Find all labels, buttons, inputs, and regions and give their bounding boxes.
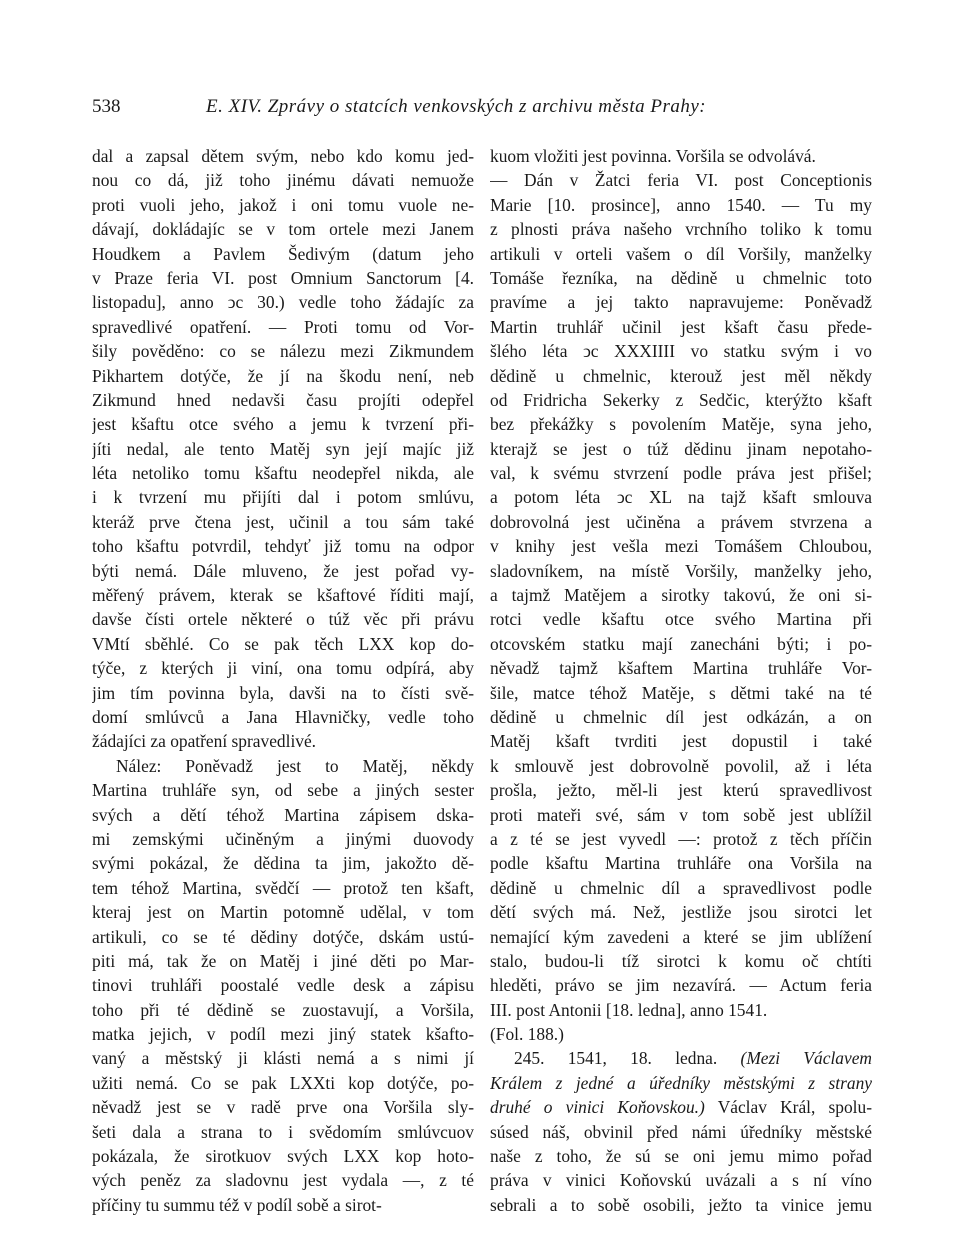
text-line: a z té se jest vyvedl —: protož z těch příčin	[490, 828, 872, 849]
text-line: šily pověděno: co se nálezu mezi Zikmundem	[92, 341, 474, 362]
text-line: prošla, ježto, měl-li jest kterú spravedlivost	[490, 780, 872, 801]
text-line: užiti nemá. Co se pak LXXti kop dotýče, po-	[92, 1072, 474, 1093]
text-line: stalo, budou-li tíž sirotci k komu oč chtíti	[490, 950, 872, 971]
text-line: otcovském statku mají zanecháni býti; i po-	[490, 633, 872, 654]
text-line: práva v vinici Koňovskú uvázali a s ní víno	[490, 1170, 872, 1191]
text-line: býti nemá. Dále mluveno, že jest pořad vy-	[92, 560, 474, 581]
text-line: toho kšaftu potvrdil, tehdyť již tomu na odpor	[92, 536, 474, 557]
text-line: něvadž tajmž kšaftem Martina truhláře Vor-	[490, 658, 872, 679]
text-line: Marie [10. prosince], anno 1540. — Tu my	[490, 194, 872, 215]
text-line: matka jejich, v podíl mezi jiný statek kšafto-	[92, 1024, 474, 1045]
text-line: jest kšaftu otce svého a jemu k tvrzení při-	[92, 414, 474, 435]
text-line: šile, matce téhož Matěje, s dětmi také na té	[490, 682, 872, 703]
running-head: E. XIV. Zprávy o statcích venkovských z archivu města Prahy:	[206, 96, 707, 117]
text-line: artikuli v orteli vašem o díl Voršily, manželky	[490, 243, 872, 264]
text-line: dobrovolná jest učiněna a právem stvrzena a	[490, 511, 872, 532]
left-column	[92, 144, 474, 1217]
text-line: z plnosti práva našeho vrchního toliko k tomu	[490, 219, 872, 240]
text-line: domí smlúvců a Jana Hlavničky, vedle toho	[92, 706, 474, 727]
text-line: měřený právem, kterak se kšaftové říditi mají,	[92, 585, 474, 606]
text-line: týče, z kterých ji viní, ona tomu odpírá, aby	[92, 658, 474, 679]
page-header	[92, 96, 882, 126]
text-line: (Fol. 188.)	[490, 1024, 564, 1045]
entry-body-start: Václav Král, spolu-	[717, 1097, 872, 1118]
text-line: dětí svých má. Než, jestliže jsou sirotci let	[490, 902, 872, 923]
text-line: VMtí sběhlé. Co se pak těch LXX kop do-	[92, 633, 474, 654]
text-line: Martin truhlář učinil jest kšaft času přede-	[490, 316, 872, 337]
entry-number: 245. 1541, 18. ledna.	[514, 1048, 718, 1069]
text-line: bez překážky s povolením Matěje, syna jeho,	[490, 414, 872, 435]
text-line: a potom léta ↄc XL na tajž kšaft smlouva	[490, 487, 872, 508]
text-line: v Praze feria VI. post Omnium Sanctorum [4.	[92, 267, 474, 288]
text-line: spravedlivé opatření. — Proti tomu od Vor-	[92, 316, 474, 337]
text-line: proti mateři své, sám v tom sobě jest ublížil	[490, 804, 872, 825]
text-line: Nález: Poněvadž jest to Matěj, někdy	[116, 755, 474, 776]
text-line: Matěj kšaft tvrditi jest dopustil i také	[490, 731, 872, 752]
text-line: hleděti, právo se jim nezavírá. — Actum feria	[490, 975, 872, 996]
text-line: súsed náš, obvinil před námi úředníky městské	[490, 1121, 872, 1142]
text-line: pravíme a jej takto napravujeme: Poněvadž	[490, 292, 872, 313]
text-line: tinovi truhláři poostalé vedle desk a zápisu	[92, 975, 474, 996]
text-line: vých peněz za sladovnu jest vydala —, z té	[92, 1170, 474, 1191]
right-column	[490, 144, 872, 1217]
entry-title-part: druhé o vinici Koňovskou.)	[490, 1097, 705, 1118]
text-line: něvadž jest se v radě prve ona Voršila sly-	[92, 1097, 474, 1118]
text-line: vaný a městský ji klásti nemá a s nimi jí	[92, 1048, 474, 1069]
text-line: davše čísti ortele některé o túž věc při právu	[92, 609, 474, 630]
text-line: dědině u chmelnic, kterouž jest měl někdy	[490, 365, 872, 386]
text-line: žádajíci za opatření spravedlivé.	[92, 731, 317, 752]
text-line: nou co dá, již toho jinému dávati nemuože	[92, 170, 474, 191]
text-line: Tomáše řezníka, na dědině u chmelnic toto	[490, 267, 872, 288]
text-line: toho při té dědině se zuostavují, a Voršila,	[92, 999, 474, 1020]
text-line: nemající kým zavedeni a které se jim ublížení	[490, 926, 872, 947]
text-line: v knihy jest vešla mezi Tomášem Chloubou,	[490, 536, 872, 557]
entry-title-part: (Mezi Václavem	[740, 1048, 872, 1069]
text-line: podle kšaftu Martina truhláře ona Voršila na	[490, 853, 872, 874]
text-line: piti má, tak že on Matěj i jiné děti po Mar-	[92, 950, 474, 971]
text-line: kteraj jest on Martin potomně udělal, v tom	[92, 902, 474, 923]
text-line: Pikhartem dotýče, že jí na škodu není, neb	[92, 365, 474, 386]
text-line: dědině u chmelnic díl jest odkázán, a on	[490, 706, 872, 727]
text-line: III. post Antonii [18. ledna], anno 1541.	[490, 999, 768, 1020]
text-line: svých a dětí téhož Martina zápisem dska-	[92, 804, 474, 825]
text-line: léta netoliko tomu kšaftu neodepřel nikda, ale	[92, 463, 474, 484]
text-line: a tajmž Matějem a sirotky takovú, že oni si-	[490, 585, 872, 606]
text-line: příčiny tu summu též v podíl sobě a sirot-	[92, 1194, 382, 1215]
text-line: od Fridricha Sekerky z Sedčic, kterýžto kšaft	[490, 389, 872, 410]
entry-title-line-end	[490, 1095, 872, 1119]
entry-245-heading	[490, 1046, 872, 1070]
text-line: rotci vedle kšaftu otce svého Martina při	[490, 609, 872, 630]
entry-title-line: Králem z jedné a úředníky městskými z strany	[490, 1072, 872, 1093]
text-line: sladovníkem, na místě Voršily, manželky jeho,	[490, 560, 872, 581]
text-line: proti vuoli jeho, jakož i oni tomu vuole ne-	[92, 194, 474, 215]
text-line: šeti dala a strana to i svědomím smlúvcuov	[92, 1121, 474, 1142]
text-line: jim tím povinna byla, davši na to čísti svě-	[92, 682, 474, 703]
text-line: svými pokázal, že dědina ta jim, jakožto dě-	[92, 853, 474, 874]
text-line: kterajž se jest o túž dědinu jinam nepotaho-	[490, 438, 872, 459]
text-line: pokázala, že sirotkuov svých LXX kop hoto-	[92, 1146, 474, 1167]
text-line: listopadu], anno ↄc 30.) vedle toho žádajíc za	[92, 292, 474, 313]
text-line: sebrali a to sobě osobili, ježto ta vinice jemu	[490, 1194, 872, 1215]
text-line: kteráž prve čtena jest, učinil a tou sám také	[92, 511, 474, 532]
text-line: Houdkem a Pavlem Šedivým (datum jeho	[92, 243, 474, 264]
text-line: Martina truhláře syn, od sebe a jiných sester	[92, 780, 474, 801]
text-line: tem téhož Martina, svědčí — protož ten kšaft,	[92, 877, 474, 898]
text-line: dal a zapsal dětem svým, nebo kdo komu jed-	[92, 146, 474, 166]
text-line: mi zemskými učiněným a jinými duovody	[92, 828, 474, 849]
text-line: naše z toho, že sú se oni jemu mimo pořad	[490, 1146, 872, 1167]
text-line: i k tvrzení mu přijíti dal i potom smlúvu,	[92, 487, 474, 508]
text-line: šlého léta ↄc XXXIIII vo statku svým i vo	[490, 341, 872, 362]
text-line: val, k svému stvrzení podle práva jest přišel;	[490, 463, 872, 484]
text-line: Zikmund hned nedavši času projíti odepřel	[92, 389, 474, 410]
page-number: 538	[92, 96, 121, 117]
text-line: artikuli, co se té dědiny dotýče, dskám ustú-	[92, 926, 474, 947]
text-line: kuom vložiti jest povinna. Voršila se odvolává.	[490, 146, 816, 166]
text-line: jíti nedal, ale tento Matěj syn její majíc již	[92, 438, 474, 459]
text-line: k smlouvě jest dobrovolně povolil, až i léta	[490, 755, 872, 776]
text-line: dědině u chmelnic díl a spravedlivost podle	[490, 877, 872, 898]
text-line: — Dán v Žatci feria VI. post Conceptionis	[490, 170, 872, 191]
text-line: dávají, dokládajíc se v tom ortele mezi Janem	[92, 219, 474, 240]
